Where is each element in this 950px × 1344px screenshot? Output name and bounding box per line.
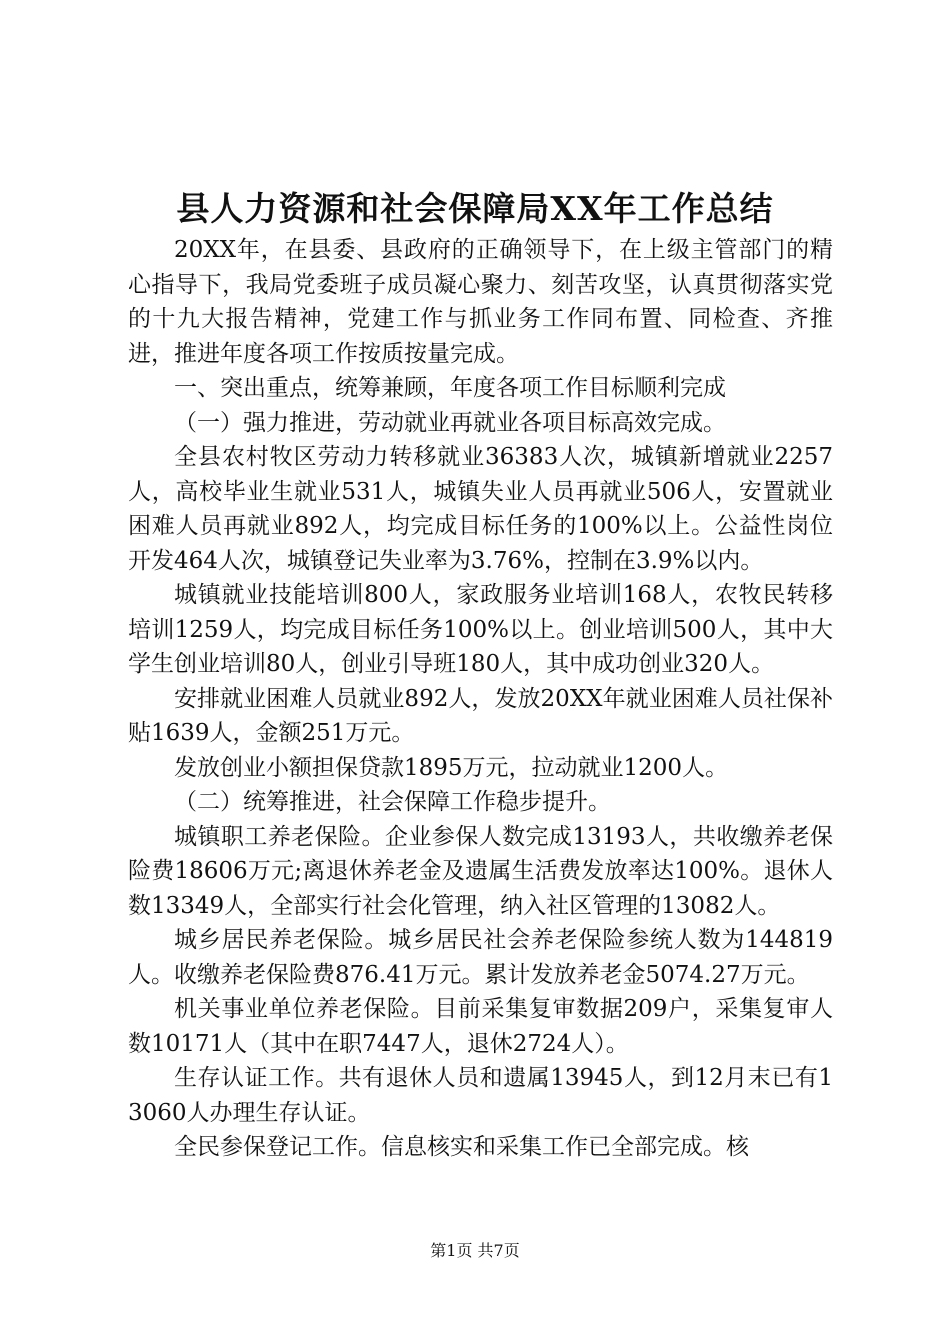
document-title: 县人力资源和社会保障局XX年工作总结 bbox=[176, 189, 774, 228]
paragraph-urban-pension: 城镇职工养老保险。企业参保人数完成13193人，共收缴养老保险费18606万元;离退休养老金及遗属生活费发放率达100%。退休人数13349人，全部实行社会化管理，纳入社区管理的13082人。 bbox=[128, 823, 833, 919]
page-footer: 第1页 共7页 bbox=[430, 1241, 520, 1260]
document-body bbox=[128, 233, 833, 1165]
subsection-heading-1: （一）强力推进，劳动就业再就业各项目标高效完成。 bbox=[174, 409, 726, 436]
paragraph-intro: 20XX年，在县委、县政府的正确领导下，在上级主管部门的精心指导下，我局党委班子成员凝心聚力、刻苦攻坚，认真贯彻落实党的十九大报告精神，党建工作与抓业务工作同布置、同检查、齐推进，推进年度各项工作按质按量完成。 bbox=[128, 237, 833, 367]
subsection-heading-2: （二）统筹推进，社会保障工作稳步提升。 bbox=[174, 789, 611, 815]
section-heading-1: 一、突出重点，统筹兼顾，年度各项工作目标顺利完成 bbox=[174, 375, 726, 401]
paragraph-universal-registration: 全民参保登记工作。信息核实和采集工作已全部完成。核 bbox=[174, 1134, 749, 1160]
paragraph-employment: 全县农村牧区劳动力转移就业36383人次，城镇新增就业2257人，高校毕业生就业531人，城镇失业人员再就业506人，安置就业困难人员再就业892人，均完成目标任务的100%以上。公益性岗位开发464人次，城镇登记失业率为3.76%，控制在3.9%以内。 bbox=[128, 444, 833, 574]
paragraph-survival-certification: 生存认证工作。共有退休人员和遗属13945人，到12月末已有13060人办理生存认证。 bbox=[128, 1065, 833, 1126]
paragraph-training: 城镇就业技能培训800人，家政服务业培训168人，农牧民转移培训1259人，均完成目标任务100%以上。创业培训500人，其中大学生创业培训80人，创业引导班180人，其中成功创业320人。 bbox=[128, 582, 833, 677]
paragraph-loans: 发放创业小额担保贷款1895万元，拉动就业1200人。 bbox=[174, 754, 729, 781]
paragraph-institution-pension: 机关事业单位养老保险。目前采集复审数据209户，采集复审人数10171人（其中在职7447人，退休2724人）。 bbox=[128, 996, 833, 1057]
paragraph-difficult-employment: 安排就业困难人员就业892人，发放20XX年就业困难人员社保补贴1639人，金额251万元。 bbox=[128, 685, 833, 746]
paragraph-resident-pension: 城乡居民养老保险。城乡居民社会养老保险参统人数为144819人。收缴养老保险费876.41万元。累计发放养老金5074.27万元。 bbox=[128, 927, 833, 988]
